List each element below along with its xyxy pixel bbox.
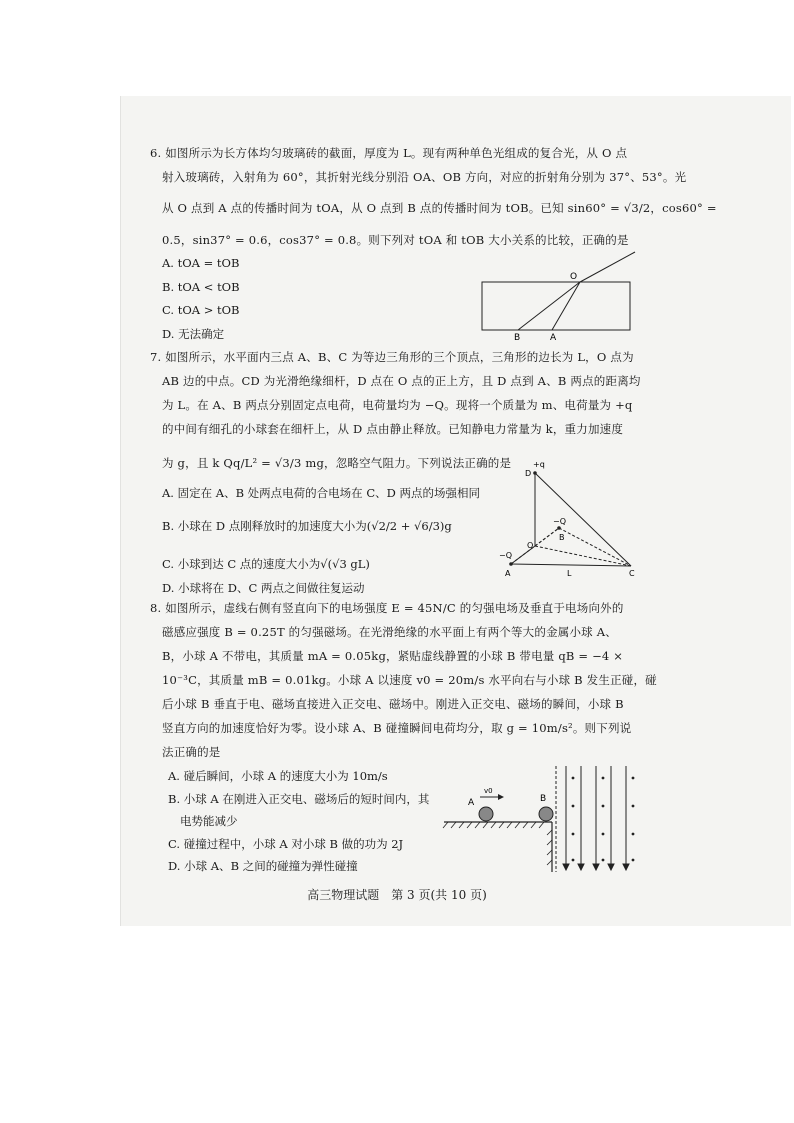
q8-line-1: 8. 如图所示，虚线右侧有竖直向下的电场强度 E = 45N/C 的匀强电场及垂直于电场向外的 [150, 601, 624, 615]
q7-label-minus-q-left: −Q [499, 551, 512, 560]
q8-label-v0: v0 [484, 787, 493, 795]
q7-label-minus-q-top: −Q [553, 517, 566, 526]
q7-line-5: 为 g，且 k Qq/L² = √3/3 mg，忽略空气阻力。下列说法正确的是 [162, 456, 512, 470]
q8-option-c: C. 碰撞过程中，小球 A 对小球 B 做的功为 2J [168, 837, 404, 851]
q6-option-a: A. tOA = tOB [162, 256, 240, 270]
q7-line-2: AB 边的中点。CD 为光滑绝缘细杆，D 点在 O 点的正上方，且 D 点到 A、B 两点的距离均 [162, 374, 641, 388]
q7-line-3: 为 L。在 A、B 两点分别固定点电荷，电荷量均为 −Q。现将一个质量为 m、电荷量为 +q [162, 398, 633, 412]
q8-label-a: A [468, 798, 475, 808]
q8-line-4: 10⁻³C，其质量 mB = 0.01kg。小球 A 以速度 v0 = 20m/s 水平向右与小球 B 发生正碰，碰 [162, 673, 657, 687]
q6-line-1: 6. 如图所示为长方体均匀玻璃砖的截面，厚度为 L。现有两种单色光组成的复合光，从 O 点 [150, 146, 628, 160]
q7-figure [495, 458, 645, 578]
q8-option-d: D. 小球 A、B 之间的碰撞为弹性碰撞 [168, 859, 358, 873]
q6-option-b: B. tOA < tOB [162, 280, 240, 294]
q7-label-plus-q: +q [533, 460, 545, 469]
q8-option-a: A. 碰后瞬间，小球 A 的速度大小为 10m/s [168, 769, 388, 783]
q8-line-7: 法正确的是 [162, 745, 221, 759]
q8-option-b-cont: 电势能减少 [180, 814, 238, 828]
q8-option-b: B. 小球 A 在刚进入正交电、磁场后的短时间内，其 [168, 792, 430, 806]
q7-label-c: C [629, 569, 635, 578]
q7-option-b: B. 小球在 D 点刚释放时的加速度大小为(√2/2 + √6/3)g [162, 519, 452, 533]
q7-option-c: C. 小球到达 C 点的速度大小为√(√3 gL) [162, 557, 370, 571]
q7-label-o: O [527, 541, 534, 550]
q6-label-b: B [514, 333, 521, 343]
q6-label-a: A [550, 333, 557, 343]
q7-option-d: D. 小球将在 D、C 两点之间做往复运动 [162, 581, 365, 595]
q6-figure [480, 232, 640, 344]
q7-label-a: A [505, 569, 511, 578]
q7-line-4: 的中间有细孔的小球套在细杆上，从 D 点由静止释放。已知静电力常量为 k，重力加速度 [162, 422, 624, 436]
q6-line-4: 0.5，sin37° = 0.6，cos37° = 0.8。则下列对 tOA 和 tOB 大小关系的比较，正确的是 [162, 233, 629, 247]
q7-option-a: A. 固定在 A、B 处两点电荷的合电场在 C、D 两点的场强相同 [162, 486, 481, 500]
q7-label-l: L [567, 569, 572, 578]
q7-line-1: 7. 如图所示，水平面内三点 A、B、C 为等边三角形的三个顶点，三角形的边长为 L，O 点为 [150, 350, 634, 364]
q6-option-d: D. 无法确定 [162, 327, 225, 341]
q6-label-o: O [570, 272, 578, 282]
q8-line-6: 竖直方向的加速度恰好为零。设小球 A、B 碰撞瞬间电荷均分，取 g = 10m/s²。则下列说 [162, 721, 632, 735]
q8-line-5: 后小球 B 垂直于电、磁场直接进入正交电、磁场中。刚进入正交电、磁场的瞬间，小球 B [162, 697, 624, 711]
q6-line-3: 从 O 点到 A 点的传播时间为 tOA，从 O 点到 B 点的传播时间为 tOB。已知 sin60° = √3/2，cos60° = [162, 201, 717, 215]
q6-line-2: 射入玻璃砖，入射角为 60°，其折射光线分别沿 OA、OB 方向，对应的折射角分别为 37°、53°。光 [162, 170, 687, 184]
q8-label-b: B [540, 794, 547, 804]
q8-figure [440, 764, 650, 874]
q7-label-b: B [559, 533, 565, 542]
q8-line-3: B，小球 A 不带电，其质量 mA = 0.05kg，紧贴虚线静置的小球 B 带电量 qB = −4 × [162, 649, 624, 663]
q6-option-c: C. tOA > tOB [162, 303, 240, 317]
q7-label-d: D [525, 469, 532, 478]
q8-line-2: 磁感应强度 B = 0.25T 的匀强磁场。在光滑绝缘的水平面上有两个等大的金属小球 A、 [162, 625, 617, 639]
page-footer: 高三物理试题 第 3 页(共 10 页) [307, 888, 487, 902]
